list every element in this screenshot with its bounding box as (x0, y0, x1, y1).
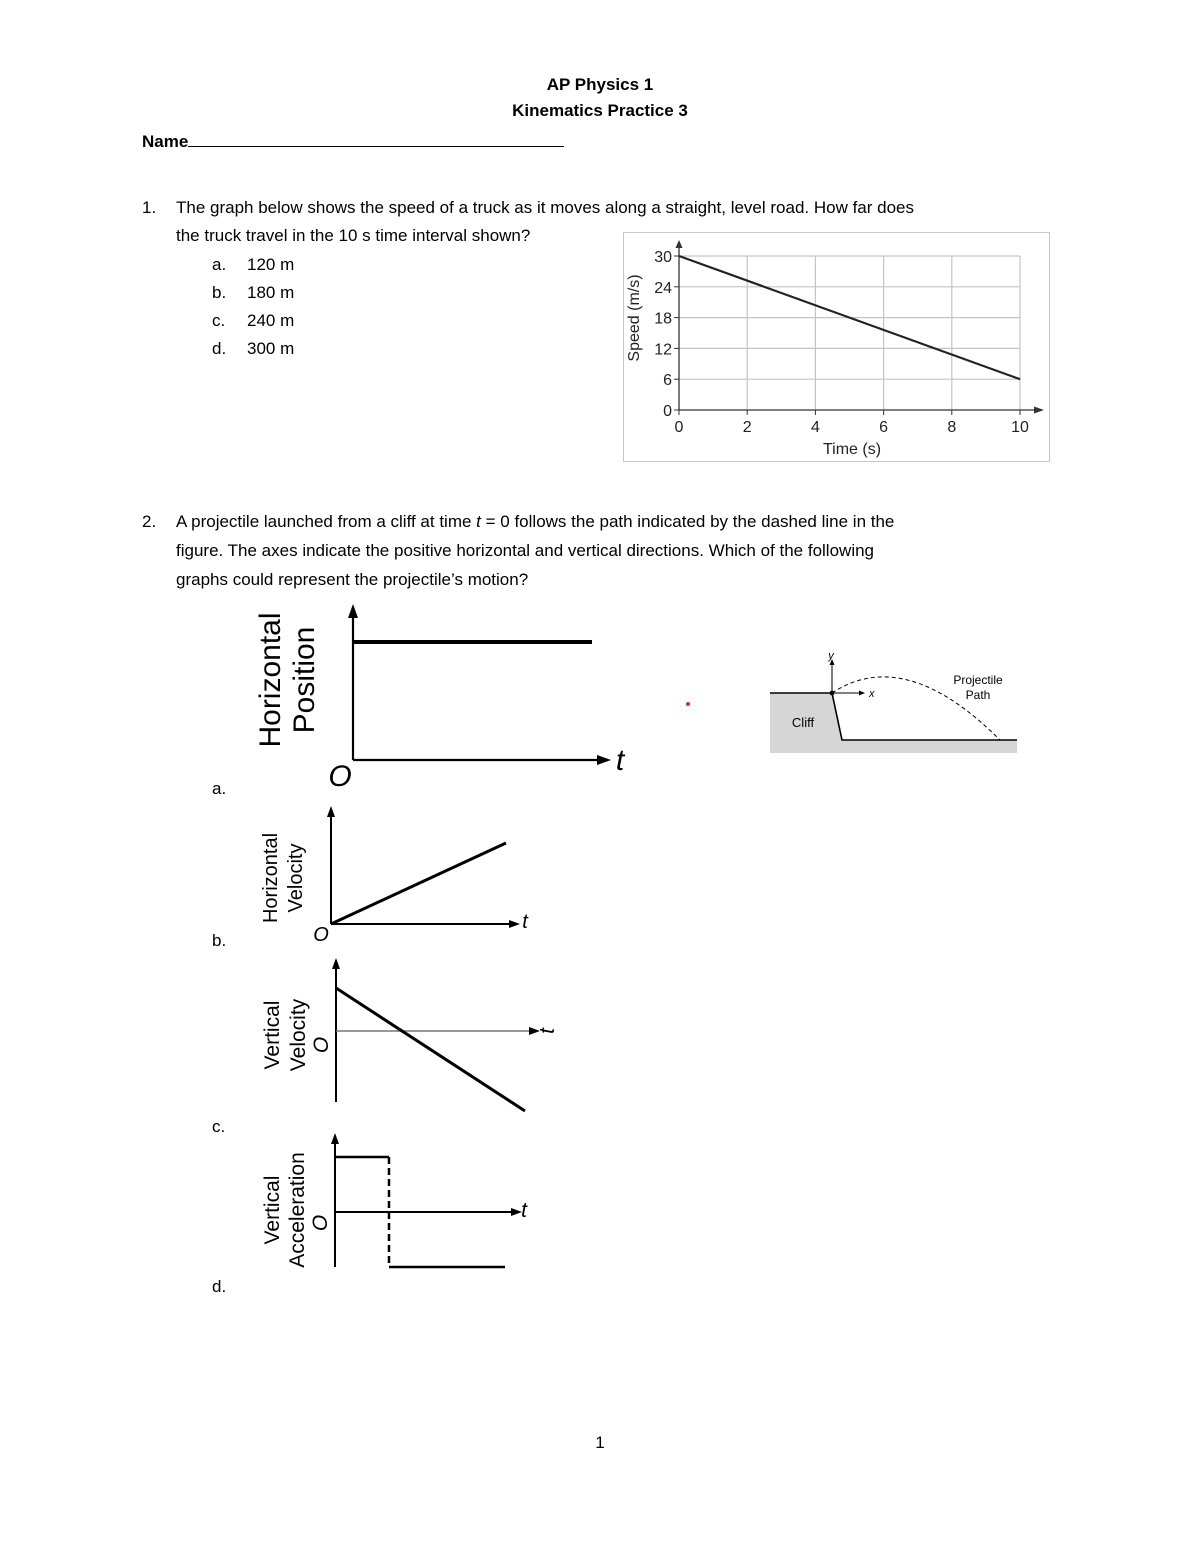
graph-b-horizontal-velocity (250, 800, 550, 950)
graph-a-ylabel-2: Position (288, 626, 321, 734)
graph-c-origin: O (310, 1036, 333, 1054)
y-tick-label-24: 24 (654, 279, 672, 297)
q1-number: 1. (142, 198, 157, 217)
q2-option-c-letter: c. (212, 1117, 226, 1136)
q1-option-a-text: 120 m (247, 255, 295, 274)
q1-prompt-line2: the truck travel in the 10 s time interval shown? (176, 226, 531, 245)
q2-prompt-pre: A projectile launched from a cliff at time (176, 512, 477, 531)
graph-a-ylabel-1: Horizontal (254, 612, 287, 748)
q1-option-c-letter: c. (212, 311, 226, 330)
cliff-label: Cliff (791, 715, 815, 730)
x-tick-label-8: 8 (947, 419, 957, 436)
q2-option-b-letter: b. (212, 931, 227, 950)
graph-a-horizontal-position (250, 600, 640, 800)
graph-d-ylabel-2: Acceleration (286, 1152, 309, 1268)
y-tick-label-12: 12 (654, 341, 672, 359)
q2-option-d-letter: d. (212, 1277, 227, 1296)
x-tick-label-6: 6 (879, 419, 889, 436)
q2-prompt-post: = 0 follows the path indicated by the dashed line in the (480, 512, 895, 531)
x-tick-label-4: 4 (810, 419, 820, 436)
graph-c-t-label: t (536, 1028, 559, 1034)
y-tick-label-18: 18 (654, 310, 672, 328)
red-dot-mark (686, 702, 690, 706)
page-number: 1 (595, 1433, 605, 1452)
graph-b-origin: O (313, 924, 329, 946)
graph-d-y-arrowhead (331, 1133, 339, 1144)
graph-c-ylabel-1: Vertical (261, 1000, 284, 1070)
y-tick-label-30: 30 (654, 249, 672, 266)
graph-b-y-arrowhead (327, 806, 335, 817)
y-tick-label-0: 0 (663, 403, 672, 420)
q1-prompt-line1: The graph below shows the speed of a truck as it moves along a straight, level road. How far does (176, 198, 915, 217)
q2-prompt-t-variable: t (476, 512, 481, 531)
graph-b-ylabel-1: Horizontal (260, 832, 282, 924)
graph-b-t-label: t (522, 911, 528, 933)
q1-option-a-letter: a. (212, 255, 227, 274)
graph-d-t-label: t (521, 1199, 527, 1222)
cliff-projectile-figure (765, 645, 1025, 760)
graph-b-ylabel-2: Velocity (285, 843, 307, 913)
q2-prompt-line3: graphs could represent the projectile’s motion? (176, 570, 529, 589)
chart-x-axis-label: Time (s) (822, 441, 882, 458)
graph-d-origin: O (309, 1214, 332, 1232)
graph-b-plot-line (331, 843, 506, 924)
x-tick-label-0: 0 (674, 419, 684, 436)
y-tick-label-6: 6 (663, 372, 672, 390)
name-label: Name (142, 132, 189, 151)
q1-option-c-text: 240 m (247, 311, 295, 330)
graph-c-y-arrowhead (332, 958, 340, 969)
q1-option-b-letter: b. (212, 283, 227, 302)
q2-option-a-letter: a. (212, 779, 227, 798)
graph-d-ylabel-1: Vertical (261, 1175, 284, 1245)
x-axis-arrowhead (859, 691, 865, 696)
x-tick-label-10: 10 (1011, 419, 1029, 436)
graph-a-t-arrowhead (597, 755, 611, 765)
graph-d-vertical-acceleration (250, 1125, 550, 1285)
path-label: Path (965, 688, 991, 702)
q1-option-b-text: 180 m (247, 283, 295, 302)
speed-time-chart (623, 232, 1051, 463)
chart-y-axis-label: Speed (m/s) (626, 274, 643, 362)
worksheet-title: Kinematics Practice 3 (512, 101, 688, 120)
graph-a-y-arrowhead (348, 604, 358, 618)
name-field[interactable] (142, 128, 564, 152)
q1-option-d-text: 300 m (247, 339, 295, 358)
x-tick-label-2: 2 (742, 419, 752, 436)
q2-prompt-line1 (176, 512, 894, 532)
graph-b-t-arrowhead (509, 920, 520, 928)
x-axis-label: x (869, 688, 875, 700)
graph-a-t-label: t (615, 744, 625, 777)
graph-c-ylabel-2: Velocity (287, 998, 310, 1072)
course-title: AP Physics 1 (546, 75, 654, 94)
q1-option-d-letter: d. (212, 339, 227, 358)
chart-frame (624, 233, 1050, 462)
graph-c-vertical-velocity (250, 950, 570, 1120)
y-axis-label: y (828, 650, 834, 662)
projectile-label: Projectile (953, 673, 1003, 687)
graph-c-plot-line (336, 988, 525, 1111)
q2-prompt-line2: figure. The axes indicate the positive horizontal and vertical directions. Which of the following (176, 541, 875, 560)
graph-a-origin: O (328, 760, 352, 793)
name-blank-line[interactable] (188, 128, 564, 147)
q2-number: 2. (142, 512, 157, 531)
